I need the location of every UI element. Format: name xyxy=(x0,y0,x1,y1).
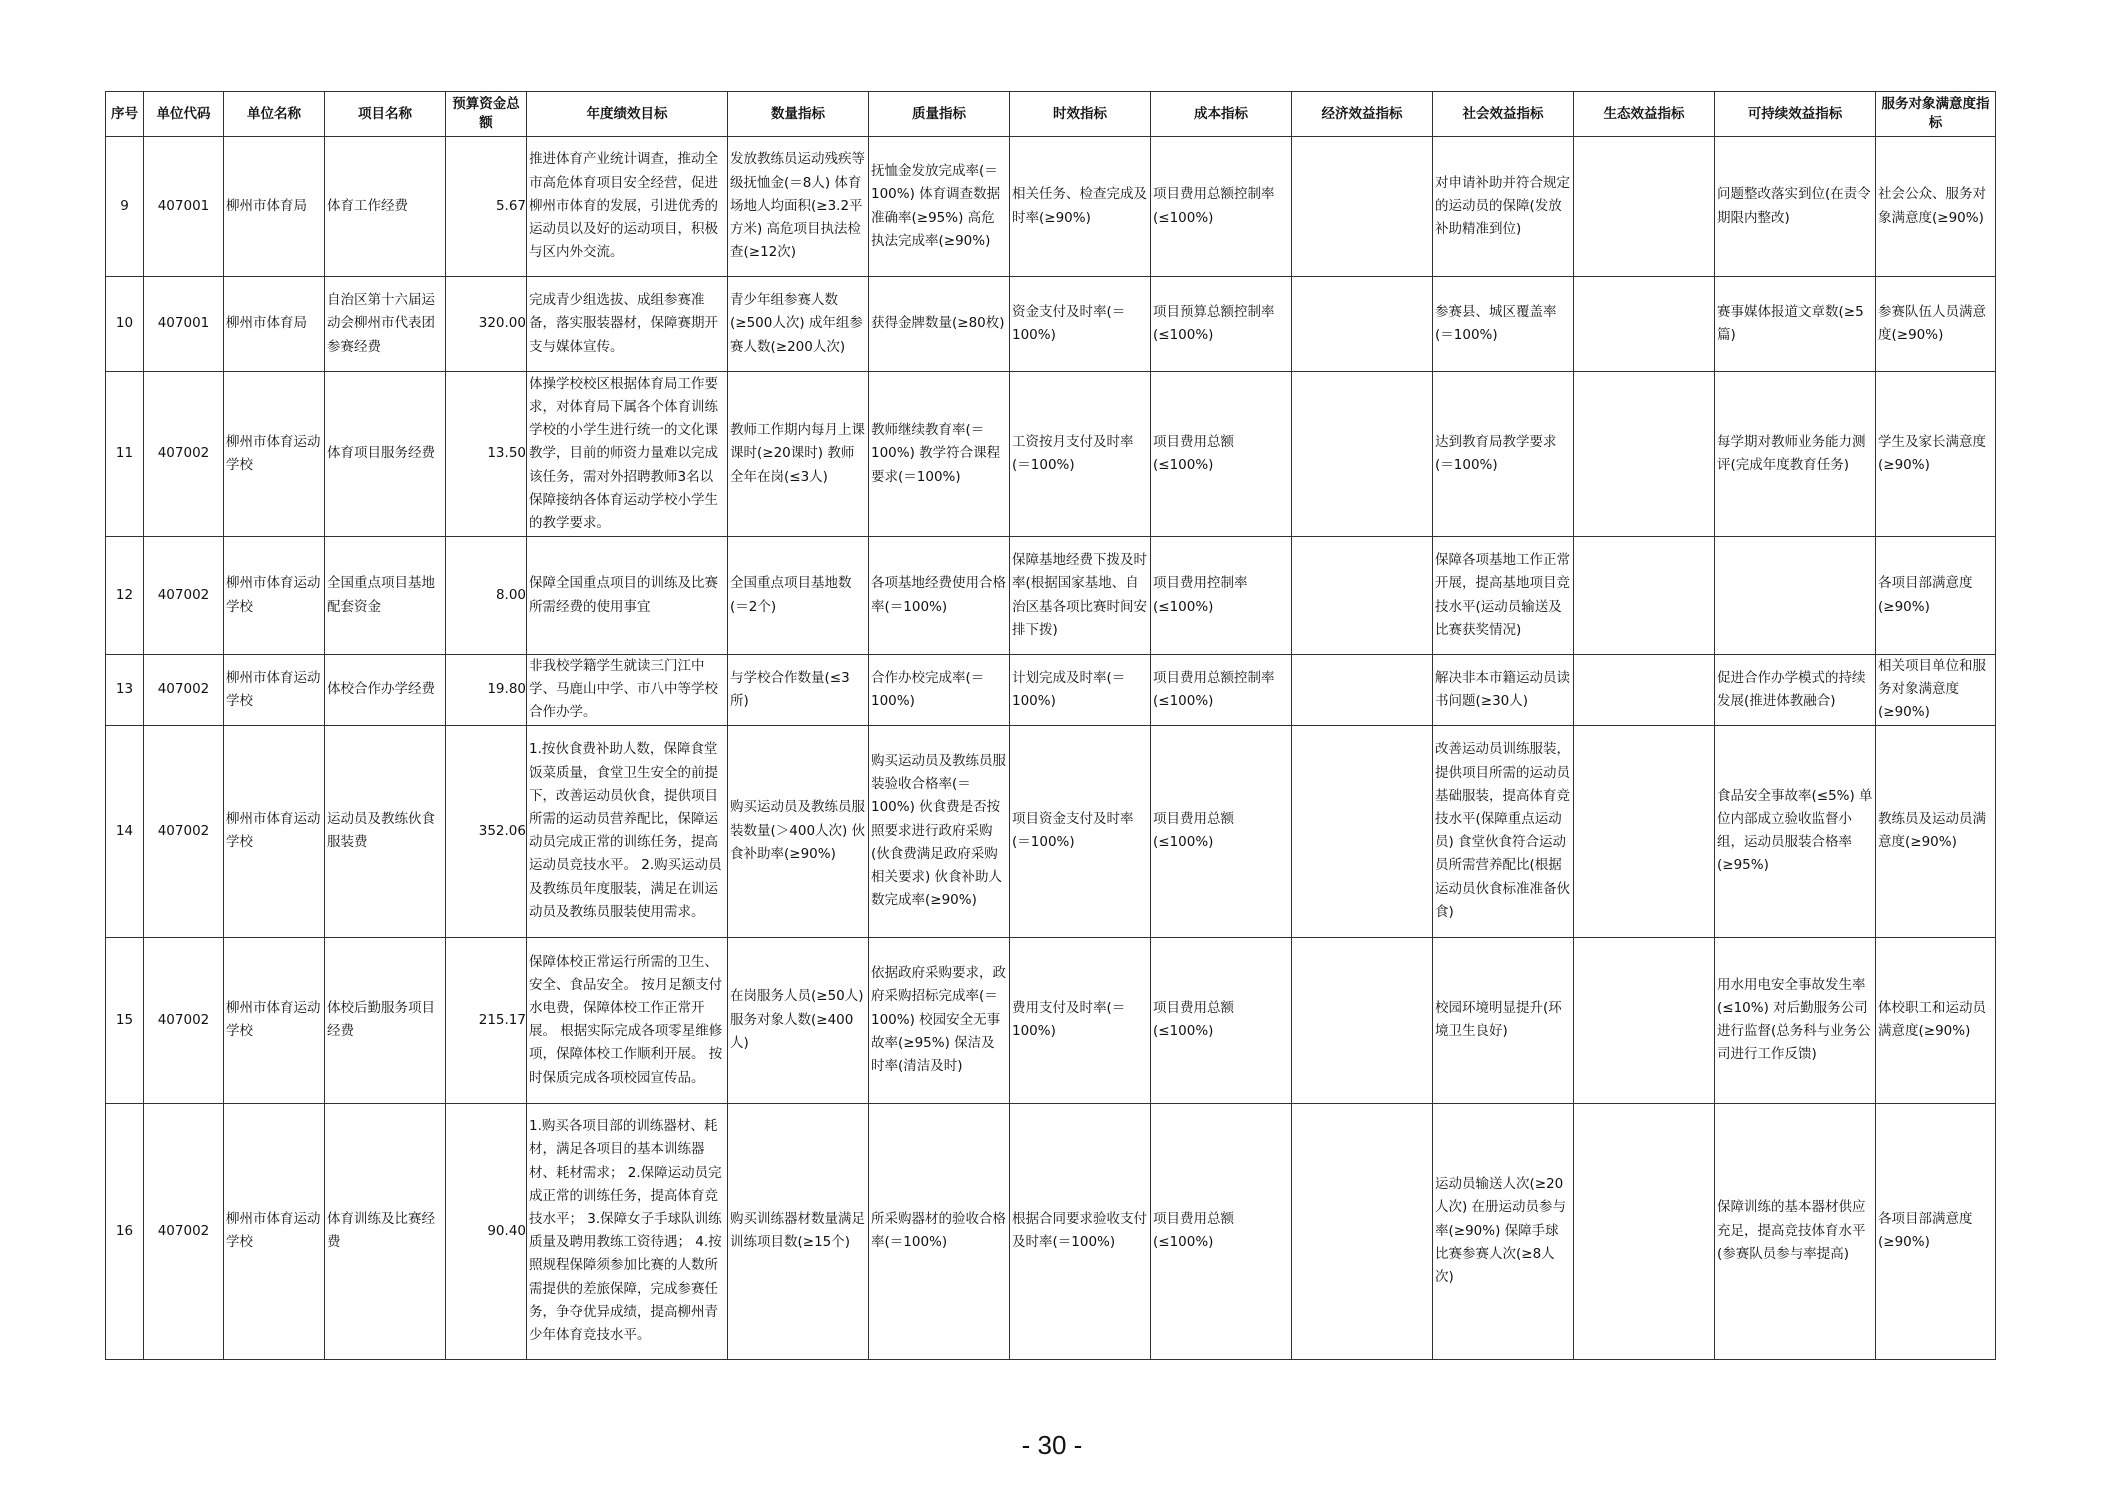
annual-goal-cell: 保障全国重点项目的训练及比赛所需经费的使用事宜 xyxy=(527,537,728,655)
row-seq-cell: 15 xyxy=(106,937,144,1103)
economic-benefit-cell xyxy=(1292,1103,1433,1359)
annual-goal-cell: 体操学校校区根据体育局工作要求，对体育局下属各个体育训练学校的小学生进行统一的文化课教学，目前的师资力量难以完成该任务，需对外招聘教师3名以保障接纳各体育运动学校小学生的教学要求。 xyxy=(527,372,728,537)
economic-benefit-cell xyxy=(1292,655,1433,726)
header-cell: 预算资金总额 xyxy=(446,92,527,137)
row-seq-cell: 14 xyxy=(106,725,144,937)
social-benefit-cell: 解决非本市籍运动员读书问题(≥30人) xyxy=(1433,655,1574,726)
ecological-benefit-cell xyxy=(1574,277,1715,372)
satisfaction-metric-cell: 社会公众、服务对象满意度(≥90%) xyxy=(1876,137,1996,277)
ecological-benefit-cell xyxy=(1574,1103,1715,1359)
cost-metric-cell: 项目费用总额控制率(≤100%) xyxy=(1151,137,1292,277)
header-cell: 质量指标 xyxy=(869,92,1010,137)
social-benefit-cell: 参赛县、城区覆盖率(＝100%) xyxy=(1433,277,1574,372)
sustainable-benefit-cell: 问题整改落实到位(在责令期限内整改) xyxy=(1715,137,1876,277)
table-row xyxy=(106,137,1996,277)
budget-amount-cell: 320.00 xyxy=(446,277,527,372)
quality-metric-cell: 抚恤金发放完成率(＝100%) 体育调查数据准确率(≥95%) 高危执法完成率(≥90%) xyxy=(869,137,1010,277)
timeliness-metric-cell: 资金支付及时率(＝100%) xyxy=(1010,277,1151,372)
quality-metric-cell: 所采购器材的验收合格率(＝100%) xyxy=(869,1103,1010,1359)
table-row xyxy=(106,537,1996,655)
annual-goal-cell: 非我校学籍学生就读三门江中学、马鹿山中学、市八中等学校合作办学。 xyxy=(527,655,728,726)
sustainable-benefit-cell: 赛事媒体报道文章数(≥5篇) xyxy=(1715,277,1876,372)
unit-code-cell: 407002 xyxy=(144,372,224,537)
budget-amount-cell: 19.80 xyxy=(446,655,527,726)
header-cell: 数量指标 xyxy=(728,92,869,137)
satisfaction-metric-cell: 参赛队伍人员满意度(≥90%) xyxy=(1876,277,1996,372)
timeliness-metric-cell: 计划完成及时率(＝100%) xyxy=(1010,655,1151,726)
budget-amount-cell: 90.40 xyxy=(446,1103,527,1359)
header-cell: 生态效益指标 xyxy=(1574,92,1715,137)
social-benefit-cell: 保障各项基地工作正常开展，提高基地项目竞技水平(运动员输送及比赛获奖情况) xyxy=(1433,537,1574,655)
unit-code-cell: 407001 xyxy=(144,137,224,277)
timeliness-metric-cell: 费用支付及时率(＝100%) xyxy=(1010,937,1151,1103)
project-name-cell: 体校合作办学经费 xyxy=(325,655,446,726)
unit-name-cell: 柳州市体育运动学校 xyxy=(224,655,325,726)
quality-metric-cell: 获得金牌数量(≥80枚) xyxy=(869,277,1010,372)
satisfaction-metric-cell: 各项目部满意度(≥90%) xyxy=(1876,1103,1996,1359)
table-row xyxy=(106,277,1996,372)
timeliness-metric-cell: 相关任务、检查完成及时率(≥90%) xyxy=(1010,137,1151,277)
timeliness-metric-cell: 项目资金支付及时率(＝100%) xyxy=(1010,725,1151,937)
budget-amount-cell: 215.17 xyxy=(446,937,527,1103)
header-cell: 社会效益指标 xyxy=(1433,92,1574,137)
quality-metric-cell: 合作办校完成率(＝100%) xyxy=(869,655,1010,726)
satisfaction-metric-cell: 教练员及运动员满意度(≥90%) xyxy=(1876,725,1996,937)
sustainable-benefit-cell: 保障训练的基本器材供应充足，提高竞技体育水平(参赛队员参与率提高) xyxy=(1715,1103,1876,1359)
unit-code-cell: 407002 xyxy=(144,537,224,655)
satisfaction-metric-cell: 学生及家长满意度(≥90%) xyxy=(1876,372,1996,537)
header-cell: 单位代码 xyxy=(144,92,224,137)
cost-metric-cell: 项目费用总额(≤100%) xyxy=(1151,372,1292,537)
cost-metric-cell: 项目费用控制率(≤100%) xyxy=(1151,537,1292,655)
annual-goal-cell: 1.按伙食费补助人数，保障食堂饭菜质量，食堂卫生安全的前提下，改善运动员伙食，提供项目所需的运动员营养配比，保障运动员完成正常的训练任务，提高运动员竞技水平。 2.购买运动员及教练员年度服装，满足在训运动员及教练员服装使用需求。 xyxy=(527,725,728,937)
header-row xyxy=(106,92,1996,137)
timeliness-metric-cell: 工资按月支付及时率(＝100%) xyxy=(1010,372,1151,537)
social-benefit-cell: 达到教育局教学要求(＝100%) xyxy=(1433,372,1574,537)
project-name-cell: 自治区第十六届运动会柳州市代表团参赛经费 xyxy=(325,277,446,372)
quantity-metric-cell: 青少年组参赛人数(≥500人次) 成年组参赛人数(≥200人次) xyxy=(728,277,869,372)
row-seq-cell: 16 xyxy=(106,1103,144,1359)
row-seq-cell: 13 xyxy=(106,655,144,726)
quality-metric-cell: 依据政府采购要求，政府采购招标完成率(＝100%) 校园安全无事故率(≥95%) 保洁及时率(清洁及时) xyxy=(869,937,1010,1103)
cost-metric-cell: 项目费用总额控制率(≤100%) xyxy=(1151,655,1292,726)
social-benefit-cell: 对申请补助并符合规定的运动员的保障(发放补助精准到位) xyxy=(1433,137,1574,277)
cost-metric-cell: 项目费用总额(≤100%) xyxy=(1151,937,1292,1103)
quantity-metric-cell: 教师工作期内每月上课课时(≥20课时) 教师全年在岗(≤3人) xyxy=(728,372,869,537)
social-benefit-cell: 运动员输送人次(≥20人次) 在册运动员参与率(≥90%) 保障手球比赛参赛人次(≥8人次) xyxy=(1433,1103,1574,1359)
ecological-benefit-cell xyxy=(1574,372,1715,537)
budget-amount-cell: 13.50 xyxy=(446,372,527,537)
satisfaction-metric-cell: 体校职工和运动员满意度(≥90%) xyxy=(1876,937,1996,1103)
annual-goal-cell: 1.购买各项目部的训练器材、耗材，满足各项目的基本训练器材、耗材需求； 2.保障运动员完成正常的训练任务，提高体育竞技水平； 3.保障女子手球队训练质量及聘用教练工资待遇； 4.按照规程保障须参加比赛的人数所需提供的差旅保障，完成参赛任务，争夺优异成绩，提高柳州青少年体育竞技水平。 xyxy=(527,1103,728,1359)
table-row xyxy=(106,725,1996,937)
quantity-metric-cell: 购买运动员及教练员服装数量(＞400人次) 伙食补助率(≥90%) xyxy=(728,725,869,937)
timeliness-metric-cell: 根据合同要求验收支付及时率(＝100%) xyxy=(1010,1103,1151,1359)
unit-code-cell: 407002 xyxy=(144,725,224,937)
quality-metric-cell: 购买运动员及教练员服装验收合格率(＝100%) 伙食费是否按照要求进行政府采购(伙食费满足政府采购相关要求) 伙食补助人数完成率(≥90%) xyxy=(869,725,1010,937)
quality-metric-cell: 各项基地经费使用合格率(＝100%) xyxy=(869,537,1010,655)
economic-benefit-cell xyxy=(1292,137,1433,277)
sustainable-benefit-cell xyxy=(1715,537,1876,655)
project-name-cell: 全国重点项目基地配套资金 xyxy=(325,537,446,655)
project-name-cell: 体校后勤服务项目经费 xyxy=(325,937,446,1103)
ecological-benefit-cell xyxy=(1574,655,1715,726)
quantity-metric-cell: 在岗服务人员(≥50人) 服务对象人数(≥400人) xyxy=(728,937,869,1103)
satisfaction-metric-cell: 各项目部满意度(≥90%) xyxy=(1876,537,1996,655)
row-seq-cell: 12 xyxy=(106,537,144,655)
unit-name-cell: 柳州市体育运动学校 xyxy=(224,937,325,1103)
unit-name-cell: 柳州市体育运动学校 xyxy=(224,372,325,537)
sustainable-benefit-cell: 每学期对教师业务能力测评(完成年度教育任务) xyxy=(1715,372,1876,537)
cost-metric-cell: 项目费用总额(≤100%) xyxy=(1151,725,1292,937)
social-benefit-cell: 校园环境明显提升(环境卫生良好) xyxy=(1433,937,1574,1103)
economic-benefit-cell xyxy=(1292,537,1433,655)
economic-benefit-cell xyxy=(1292,372,1433,537)
ecological-benefit-cell xyxy=(1574,725,1715,937)
table-row xyxy=(106,1103,1996,1359)
project-name-cell: 体育训练及比赛经费 xyxy=(325,1103,446,1359)
unit-name-cell: 柳州市体育局 xyxy=(224,277,325,372)
quantity-metric-cell: 与学校合作数量(≤3所) xyxy=(728,655,869,726)
table-body xyxy=(106,137,1996,1360)
timeliness-metric-cell: 保障基地经费下拨及时率(根据国家基地、自治区基各项比赛时间安排下拨) xyxy=(1010,537,1151,655)
sustainable-benefit-cell: 促进合作办学模式的持续发展(推进体教融合) xyxy=(1715,655,1876,726)
budget-amount-cell: 8.00 xyxy=(446,537,527,655)
header-cell: 服务对象满意度指标 xyxy=(1876,92,1996,137)
annual-goal-cell: 完成青少组选拔、成组参赛准备，落实服装器材，保障赛期开支与媒体宣传。 xyxy=(527,277,728,372)
header-cell: 时效指标 xyxy=(1010,92,1151,137)
cost-metric-cell: 项目预算总额控制率(≤100%) xyxy=(1151,277,1292,372)
row-seq-cell: 11 xyxy=(106,372,144,537)
header-cell: 年度绩效目标 xyxy=(527,92,728,137)
project-name-cell: 体育工作经费 xyxy=(325,137,446,277)
sustainable-benefit-cell: 食品安全事故率(≤5%) 单位内部成立验收监督小组，运动员服装合格率(≥95%) xyxy=(1715,725,1876,937)
ecological-benefit-cell xyxy=(1574,937,1715,1103)
unit-name-cell: 柳州市体育运动学校 xyxy=(224,537,325,655)
unit-name-cell: 柳州市体育运动学校 xyxy=(224,1103,325,1359)
unit-name-cell: 柳州市体育局 xyxy=(224,137,325,277)
unit-code-cell: 407002 xyxy=(144,937,224,1103)
header-cell: 序号 xyxy=(106,92,144,137)
performance-table xyxy=(105,91,1996,1360)
quantity-metric-cell: 购买训练器材数量满足训练项目数(≥15个) xyxy=(728,1103,869,1359)
table-row xyxy=(106,937,1996,1103)
economic-benefit-cell xyxy=(1292,937,1433,1103)
header-cell: 项目名称 xyxy=(325,92,446,137)
budget-amount-cell: 352.06 xyxy=(446,725,527,937)
quantity-metric-cell: 发放教练员运动残疾等级抚恤金(＝8人) 体育场地人均面积(≥3.2平方米) 高危项目执法检查(≥12次) xyxy=(728,137,869,277)
row-seq-cell: 9 xyxy=(106,137,144,277)
economic-benefit-cell xyxy=(1292,277,1433,372)
header-cell: 经济效益指标 xyxy=(1292,92,1433,137)
ecological-benefit-cell xyxy=(1574,537,1715,655)
social-benefit-cell: 改善运动员训练服装，提供项目所需的运动员基础服装，提高体育竞技水平(保障重点运动员) 食堂伙食符合运动员所需营养配比(根据运动员伙食标准准备伙食) xyxy=(1433,725,1574,937)
budget-amount-cell: 5.67 xyxy=(446,137,527,277)
unit-code-cell: 407002 xyxy=(144,1103,224,1359)
ecological-benefit-cell xyxy=(1574,137,1715,277)
quantity-metric-cell: 全国重点项目基地数(＝2个) xyxy=(728,537,869,655)
sustainable-benefit-cell: 用水用电安全事故发生率(≤10%) 对后勤服务公司进行监督(总务科与业务公司进行工作反馈) xyxy=(1715,937,1876,1103)
header-cell: 成本指标 xyxy=(1151,92,1292,137)
cost-metric-cell: 项目费用总额(≤100%) xyxy=(1151,1103,1292,1359)
project-name-cell: 体育项目服务经费 xyxy=(325,372,446,537)
header-cell: 单位名称 xyxy=(224,92,325,137)
annual-goal-cell: 保障体校正常运行所需的卫生、安全、食品安全。 按月足额支付水电费，保障体校工作正常开展。 根据实际完成各项零星维修项，保障体校工作顺利开展。 按时保质完成各项校园宣传品。 xyxy=(527,937,728,1103)
page-number: - 30 - xyxy=(1021,1430,1083,1460)
quality-metric-cell: 教师继续教育率(＝100%) 教学符合课程要求(＝100%) xyxy=(869,372,1010,537)
unit-name-cell: 柳州市体育运动学校 xyxy=(224,725,325,937)
unit-code-cell: 407002 xyxy=(144,655,224,726)
satisfaction-metric-cell: 相关项目单位和服务对象满意度(≥90%) xyxy=(1876,655,1996,726)
unit-code-cell: 407001 xyxy=(144,277,224,372)
header-cell: 可持续效益指标 xyxy=(1715,92,1876,137)
project-name-cell: 运动员及教练伙食服装费 xyxy=(325,725,446,937)
row-seq-cell: 10 xyxy=(106,277,144,372)
table-row xyxy=(106,372,1996,537)
economic-benefit-cell xyxy=(1292,725,1433,937)
table-row xyxy=(106,655,1996,726)
annual-goal-cell: 推进体育产业统计调查，推动全市高危体育项目安全经营，促进柳州市体育的发展，引进优秀的运动员以及好的运动项目，积极与区内外交流。 xyxy=(527,137,728,277)
